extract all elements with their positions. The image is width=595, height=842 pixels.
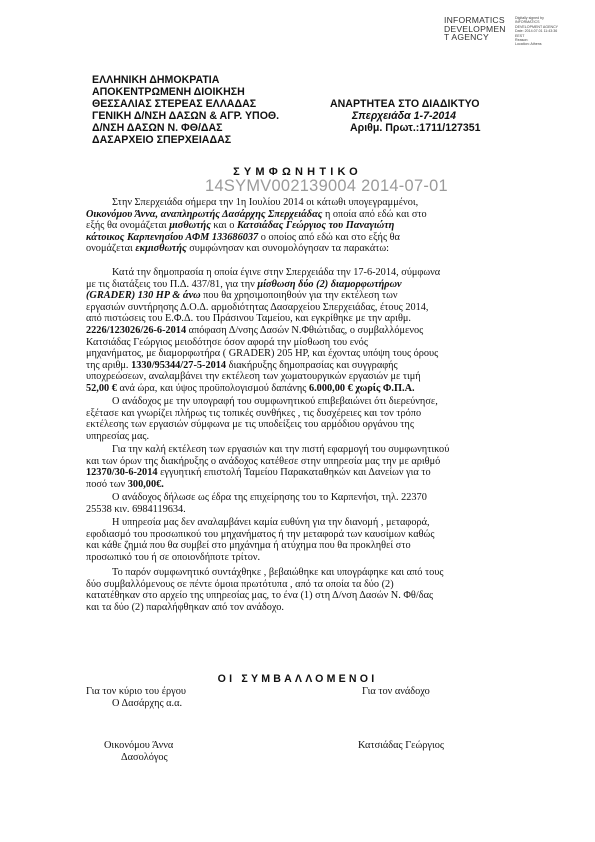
text-run: εγγυητική επιστολή Ταμείου Παρακαταθηκών και Δανείων για το [157, 467, 431, 479]
text-line: και κάθε ζημιά που θα συμβεί στο μηχάνημα ή ατύχημα που θα προκληθεί στο [86, 540, 411, 552]
lessor-role: εκμισθωτής [135, 243, 187, 255]
signature-meta-line: Location: Athens [515, 42, 542, 47]
text-line: Το παρόν συμφωνητικό συντάχθηκε , βεβαιώθηκε και υπογράφηκε και από τους [112, 567, 444, 578]
text-line: Για την καλή εκτέλεση των εργασιών και την πιστή εφαρμογή του συμφωνητικού [112, 444, 450, 455]
header-line: ΘΕΣΣΑΛΙΑΣ ΣΤΕΡΕΑΣ ΕΛΛΑΔΑΣ [92, 98, 257, 111]
business-address-paragraph [86, 492, 508, 515]
text-line [86, 279, 508, 291]
text-line: από πιστώσεις του Ε.Φ.Δ. του Πράσινου Ταμείου, και εγκρίθηκε με την αριθμ. [86, 313, 411, 325]
document-date: Σπερχειάδα 1-7-2014 [352, 110, 457, 123]
text-line: εκτέλεσης των εργασιών σύμφωνα με τις υποδείξεις του αρμόδιου οργάνου της [86, 419, 414, 431]
text-line: εργασιών συντήρησης Δ.Ο.Δ. αρμοδιότητας Δασαρχείου Σπερχειάδας, έτους 2014, [86, 301, 429, 313]
signature-organization [444, 16, 514, 42]
signature-org-line: INFORMATICS [444, 15, 505, 25]
text-line: κατατέθηκαν στο αρχείο της υπηρεσίας μας, το ένα (1) στη Δ/νση Δασών Ν. Φθ/δας [86, 590, 434, 602]
signature-meta-line: Date: 2014.07.01 11:43:36 [515, 29, 558, 34]
text-line: 25538 κιν. 6984119634. [86, 503, 186, 515]
text-line [86, 325, 508, 337]
signature-meta-line: DEVELOPMENT AGENCY [515, 24, 559, 29]
auction-paragraph [86, 267, 508, 395]
text-line: Η υπηρεσία μας δεν αναλαμβάνει καμία ευθύνη για την διανομή , μεταφορά, [112, 517, 430, 528]
forester-title-label: Ο Δασάρχης α.α. [112, 698, 183, 709]
owner-role-label: Για τον κύριο του έργου [86, 686, 186, 697]
text-run: και ο [210, 220, 237, 232]
digital-signature [444, 14, 592, 76]
text-run: ανά ώρα, και ύψος προϋπολογισμού δαπάνης [116, 382, 309, 394]
contractor-acknowledgement-paragraph [86, 396, 508, 442]
text-line: Στην Σπερχειάδα σήμερα την 1η Ιουλίου 2014 οι κάτωθι υπογεγραμμένοι, [112, 197, 419, 208]
text-run: ονομάζεται [86, 243, 136, 255]
contractor-signatory-name: Κατσιάδας Γεώργιος [358, 740, 444, 751]
text-run: ο οποίος από εδώ και στο εξής θα [258, 231, 400, 243]
text-line [86, 290, 508, 302]
lessor-residence: κάτοικος Καρπενησίου ΑΦΜ 133686037 [86, 231, 259, 243]
declaration-number: 1330/95344/27-5-2014 [131, 359, 227, 371]
signature-meta-line: INFORMATICS [515, 20, 540, 25]
text-line: δύο συμβαλλόμενους σε πέντε όμοια πρωτότυπα , από τα οποία τα δύο (2) [86, 578, 394, 590]
machine-spec: (GRADER) 130 HP & άνω [86, 290, 201, 302]
text-line [86, 243, 508, 255]
posting-notice: ΑΝΑΡΤΗΤΕΑ ΣΤΟ ΔΙΑΔΙΚΤΥΟ [330, 98, 480, 110]
text-line: Κατσιάδας Γεώργιος μειοδότησε όσον αφορά την μίσθωση του ενός [86, 336, 368, 348]
signature-meta-line: EEST [515, 33, 525, 38]
text-run: ποσό των [86, 478, 128, 490]
owner-signatory-title: Δασολόγος [121, 752, 168, 763]
text-line: Ο ανάδοχος με την υπογραφή του συμφωνητικού επιβεβαιώνει ότι διερεύνησε, [112, 396, 438, 407]
ada-watermark: 14SYMV002139004 2014-07-01 [205, 177, 448, 195]
header-line: Δ/ΝΣΗ ΔΑΣΩΝ Ν. ΦΘ/ΔΑΣ [92, 122, 223, 135]
text-line: υπηρεσίας μας. [86, 430, 150, 442]
lease-subject: μίσθωση δύο (2) διαμορφωτήρων [257, 278, 402, 290]
text-run: η οποία από εδώ και στο [322, 208, 427, 220]
lessor-name: Κατσιάδας Γεώργιος του Παναγιώτη [236, 220, 395, 232]
text-run: διακήρυξης δημοπρασίας και συγγραφής [226, 359, 398, 371]
document-title: ΣΥΜΦΩΝΗΤΙΚΟ [233, 166, 362, 178]
signature-org-line: T AGENCY [444, 32, 489, 43]
text-line: εφοδιασμό του προσωπικού του μηχανήματος ή την μεταφορά των καυσίμων καθώς [86, 528, 435, 540]
hourly-rate: 52,00 € [86, 382, 117, 394]
text-line: υποχρεώσεων, αναλαμβάνει την εκτέλεση των χωματουργικών εργασιών με τιμή [86, 371, 421, 383]
text-line [86, 467, 508, 479]
signature-meta-line: Reason: [515, 38, 529, 43]
parties-heading: ΟΙ ΣΥΜΒΑΛΛΟΜΕΝΟΙ [217, 673, 378, 685]
header-line: ΓΕΝΙΚΗ Δ/ΝΣΗ ΔΑΣΩΝ & ΑΓΡ. ΥΠΟΘ. [92, 110, 280, 123]
text-run: της αριθμ. [86, 359, 132, 371]
guarantee-amount: 300,00€. [127, 478, 164, 490]
text-line [86, 360, 508, 372]
copies-paragraph [86, 567, 508, 613]
text-line [86, 479, 508, 491]
text-line: Κατά την δημοπρασία η οποία έγινε στην Σπερχειάδα την 17-6-2014, σύμφωνα [112, 267, 441, 278]
signature-org-line: DEVELOPMEN [444, 23, 506, 34]
authority-header [92, 74, 279, 147]
protocol-number: Αριθμ. Πρωτ.:1711/127351 [350, 122, 481, 135]
text-line: προσωπικό του ή σε οποιονδήποτε τρίτον. [86, 551, 261, 563]
text-run: με τις διατάξεις του Π.Δ. 437/81, για την [86, 278, 258, 290]
header-line: ΕΛΛΗΝΙΚΗ ΔΗΜΟΚΡΑΤΙΑ [92, 74, 220, 86]
guarantee-letter-number: 12370/30-6-2014 [86, 467, 158, 479]
lessee-name: Οικονόμου Άννα, αναπληρωτής Δασάρχης Σπερχειάδας [86, 208, 323, 220]
text-line [86, 220, 508, 232]
decision-number: 2226/123026/26-6-2014 [86, 324, 187, 336]
budget-amount: 6.000,00 € χωρίς Φ.Π.Α. [308, 382, 415, 394]
contractor-role-label: Για τον ανάδοχο [362, 686, 430, 697]
guarantee-paragraph [86, 444, 508, 490]
text-line [86, 209, 508, 221]
signature-meta-line: Digitally signed by [515, 16, 544, 20]
text-run: συμφώνησαν και συνομολόγησαν τα παρακάτω: [186, 243, 390, 255]
header-line: ΔΑΣΑΡΧΕΙΟ ΣΠΕΡΧΕΙΑΔΑΣ [92, 134, 232, 147]
text-line: και των όρων της διακήρυξης ο ανάδοχος κατέθεσε στην υπηρεσία μας την με αριθμό [86, 455, 441, 467]
text-run: απόφαση Δ/νσης Δασών Ν.Φθιώτιδας, ο συμβαλλόμενος [186, 324, 424, 336]
text-line: και τα δύο (2) παραλήφθηκαν από τον ανάδοχο. [86, 601, 284, 613]
intro-paragraph [86, 197, 508, 255]
text-run: εξής θα ονομάζεται [86, 220, 170, 232]
text-line: Ο ανάδοχος δήλωσε ως έδρα της επιχείρησης του το Καρπενήσι, τηλ. 22370 [112, 492, 427, 503]
posting-header [330, 98, 481, 134]
header-line: ΑΠΟΚΕΝΤΡΩΜΕΝΗ ΔΙΟΙΚΗΣΗ [92, 86, 245, 99]
text-run: που θα χρησιμοποιηθούν για την εκτέλεση των [200, 290, 398, 302]
text-line: εξέτασε και γνωρίζει πλήρως τις τοπικές συνθήκες , τις δυσχέρειες και τον τρόπο [86, 407, 422, 419]
owner-signatory-name: Οικονόμου Άννα [104, 740, 174, 751]
liability-paragraph [86, 517, 508, 563]
text-line [86, 232, 508, 244]
text-line: μηχανήματος, με διαμορφωτήρα ( GRADER) 205 HP, και έχοντας υπόψη τους όρους [86, 348, 439, 360]
lessee-role: μισθωτής [169, 220, 211, 232]
text-line [86, 383, 508, 395]
signature-metadata [515, 16, 595, 47]
